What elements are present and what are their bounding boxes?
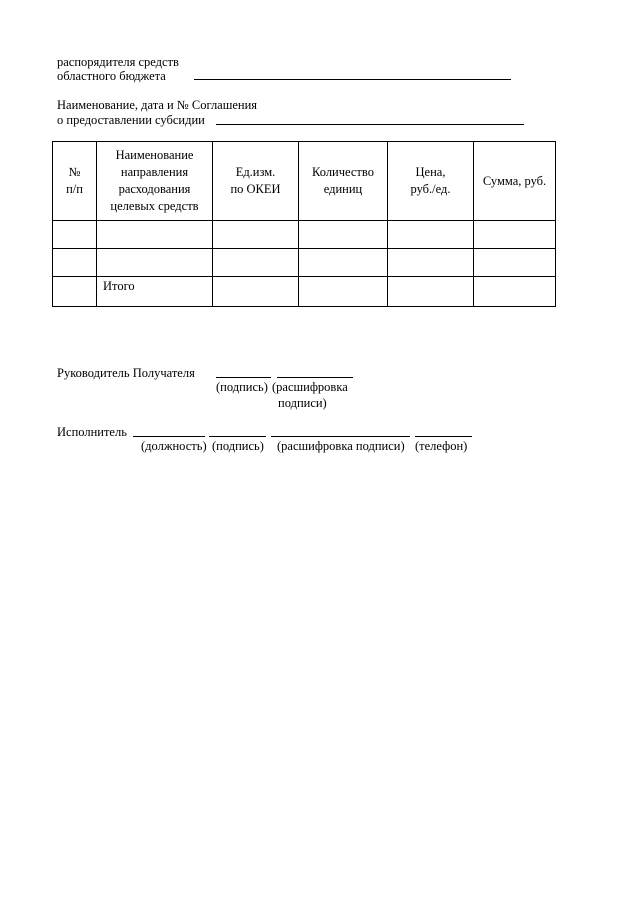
agreement-blank-line xyxy=(216,124,524,125)
header-line-2: областного бюджета xyxy=(57,69,166,83)
executor-phone-line xyxy=(415,436,472,437)
executor-signature-caption: (подпись) xyxy=(212,439,264,453)
table-cell xyxy=(474,249,556,277)
executor-decode-caption: (расшифровка подписи) xyxy=(277,439,405,453)
budget-manager-blank-line xyxy=(194,79,511,80)
column-header-unit: Ед.изм. по ОКЕИ xyxy=(213,142,299,221)
table-cell xyxy=(388,221,474,249)
table-cell xyxy=(53,277,97,307)
table-total-row xyxy=(53,277,556,307)
table-cell xyxy=(53,249,97,277)
table-cell xyxy=(388,277,474,307)
table-cell xyxy=(388,249,474,277)
agreement-label-line-2: о предоставлении субсидии xyxy=(57,113,205,127)
column-header-direction: Наименование направления расходования целевых средств xyxy=(97,142,213,221)
head-decode-caption-1: (расшифровка xyxy=(272,380,348,394)
head-signature-caption: (подпись) xyxy=(216,380,268,394)
column-header-price: Цена, руб./ед. xyxy=(388,142,474,221)
header-line-1: распорядителя средств xyxy=(57,55,179,69)
table-cell xyxy=(474,221,556,249)
table-cell xyxy=(299,277,388,307)
table-cell xyxy=(299,221,388,249)
agreement-label-line-1: Наименование, дата и № Соглашения xyxy=(57,98,258,112)
table-row xyxy=(53,249,556,277)
head-decode-line xyxy=(277,377,353,378)
table-cell xyxy=(299,249,388,277)
expense-table xyxy=(52,141,556,307)
head-decode-caption-2: подписи) xyxy=(278,396,327,410)
table-row xyxy=(53,221,556,249)
executor-phone-caption: (телефон) xyxy=(415,439,468,453)
column-header-quantity: Количество единиц xyxy=(299,142,388,221)
executor-position-line xyxy=(133,436,205,437)
table-cell xyxy=(97,221,213,249)
table-cell xyxy=(474,277,556,307)
table-cell xyxy=(97,249,213,277)
executor-decode-line xyxy=(271,436,410,437)
column-header-number: № п/п xyxy=(53,142,97,221)
table-cell xyxy=(213,277,299,307)
executor-label: Исполнитель xyxy=(57,425,127,439)
head-of-recipient-label: Руководитель Получателя xyxy=(57,366,195,380)
table-cell xyxy=(53,221,97,249)
column-header-sum: Сумма, руб. xyxy=(474,142,556,221)
executor-signature-line xyxy=(209,436,266,437)
head-signature-line xyxy=(216,377,271,378)
total-label: Итого xyxy=(97,277,213,307)
table-header-row xyxy=(53,142,556,221)
table-cell xyxy=(213,221,299,249)
executor-position-caption: (должность) xyxy=(141,439,207,453)
table-cell xyxy=(213,249,299,277)
